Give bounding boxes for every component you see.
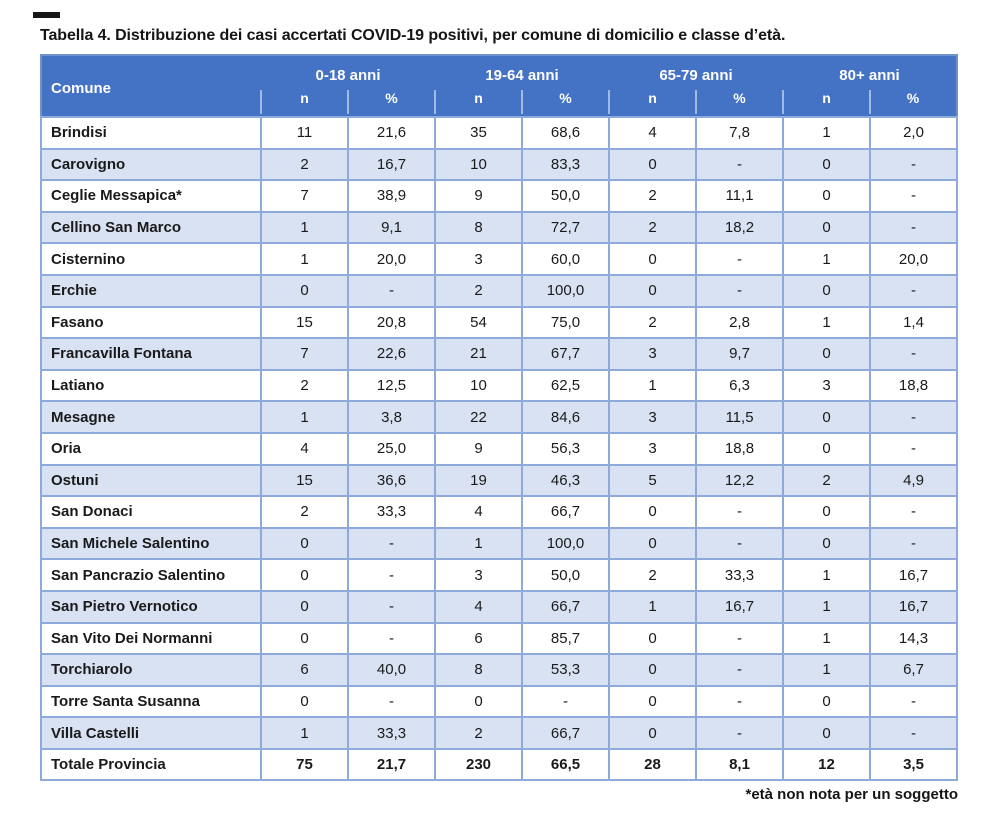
value-cell-pct-80plus: -: [870, 717, 957, 749]
table-row: [41, 180, 957, 212]
value-cell-pct-19-64: 53,3: [522, 654, 609, 686]
comune-cell: Latiano: [41, 370, 261, 402]
comune-cell: Ceglie Messapica*: [41, 180, 261, 212]
value-cell-pct-65-79: 16,7: [696, 591, 783, 623]
value-cell-n-0-18: 7: [261, 338, 348, 370]
table-row: [41, 591, 957, 623]
value-cell-pct-19-64: 85,7: [522, 623, 609, 655]
table-row: [41, 275, 957, 307]
value-cell-pct-19-64: 84,6: [522, 401, 609, 433]
value-cell-n-19-64: 54: [435, 307, 522, 339]
table-title: Tabella 4. Distribuzione dei casi accertati COVID-19 positivi, per comune di domicilio e classe d’età.: [40, 27, 786, 44]
value-cell-pct-65-79: 7,8: [696, 117, 783, 149]
value-cell-pct-65-79: -: [696, 496, 783, 528]
value-cell-pct-19-64: 50,0: [522, 180, 609, 212]
value-cell-n-80plus: 0: [783, 275, 870, 307]
value-cell-pct-65-79: -: [696, 717, 783, 749]
value-cell-pct-19-64: 46,3: [522, 465, 609, 497]
value-cell-n-19-64: 8: [435, 654, 522, 686]
subheader-n: n: [435, 90, 522, 117]
value-cell-n-19-64: 10: [435, 370, 522, 402]
value-cell-pct-80plus: 1,4: [870, 307, 957, 339]
value-cell-n-65-79: 2: [609, 307, 696, 339]
scan-artifact: [33, 12, 60, 18]
value-cell-pct-0-18: -: [348, 591, 435, 623]
value-cell-n-65-79: 2: [609, 212, 696, 244]
value-cell-pct-80plus: 3,5: [870, 749, 957, 781]
subheader-n: n: [783, 90, 870, 117]
comune-cell: San Vito Dei Normanni: [41, 623, 261, 655]
value-cell-n-80plus: 0: [783, 528, 870, 560]
value-cell-pct-65-79: 18,2: [696, 212, 783, 244]
value-cell-n-80plus: 0: [783, 149, 870, 181]
value-cell-n-65-79: 3: [609, 338, 696, 370]
value-cell-n-80plus: 1: [783, 117, 870, 149]
value-cell-n-80plus: 0: [783, 496, 870, 528]
column-header-comune: Comune: [41, 55, 261, 117]
comune-cell: San Pancrazio Salentino: [41, 559, 261, 591]
value-cell-n-19-64: 9: [435, 433, 522, 465]
value-cell-n-19-64: 0: [435, 686, 522, 718]
table-row: [41, 623, 957, 655]
value-cell-n-19-64: 22: [435, 401, 522, 433]
comune-cell: Erchie: [41, 275, 261, 307]
value-cell-n-65-79: 3: [609, 401, 696, 433]
value-cell-n-19-64: 230: [435, 749, 522, 781]
column-header-age-19-64: 19-64 anni: [435, 55, 609, 90]
table-row: [41, 243, 957, 275]
value-cell-pct-0-18: 9,1: [348, 212, 435, 244]
value-cell-pct-19-64: 67,7: [522, 338, 609, 370]
value-cell-pct-80plus: -: [870, 338, 957, 370]
value-cell-n-80plus: 0: [783, 212, 870, 244]
value-cell-n-19-64: 2: [435, 717, 522, 749]
value-cell-n-65-79: 0: [609, 528, 696, 560]
table-row: [41, 749, 957, 781]
table-row: [41, 370, 957, 402]
comune-cell: Fasano: [41, 307, 261, 339]
value-cell-n-65-79: 3: [609, 433, 696, 465]
value-cell-pct-0-18: 16,7: [348, 149, 435, 181]
value-cell-n-19-64: 4: [435, 591, 522, 623]
value-cell-n-19-64: 1: [435, 528, 522, 560]
column-header-age-80plus: 80+ anni: [783, 55, 957, 90]
value-cell-n-19-64: 3: [435, 559, 522, 591]
comune-cell: San Michele Salentino: [41, 528, 261, 560]
value-cell-pct-65-79: 8,1: [696, 749, 783, 781]
value-cell-n-65-79: 0: [609, 496, 696, 528]
table-row: [41, 654, 957, 686]
value-cell-pct-80plus: 14,3: [870, 623, 957, 655]
value-cell-pct-65-79: 12,2: [696, 465, 783, 497]
value-cell-pct-80plus: -: [870, 401, 957, 433]
subheader-pct: %: [696, 90, 783, 117]
value-cell-n-19-64: 2: [435, 275, 522, 307]
value-cell-pct-0-18: 3,8: [348, 401, 435, 433]
value-cell-n-19-64: 4: [435, 496, 522, 528]
value-cell-pct-19-64: 62,5: [522, 370, 609, 402]
value-cell-n-0-18: 2: [261, 149, 348, 181]
value-cell-n-80plus: 0: [783, 401, 870, 433]
value-cell-n-0-18: 1: [261, 717, 348, 749]
value-cell-pct-19-64: 50,0: [522, 559, 609, 591]
table-row: [41, 496, 957, 528]
value-cell-n-65-79: 0: [609, 275, 696, 307]
value-cell-pct-80plus: -: [870, 212, 957, 244]
value-cell-pct-80plus: -: [870, 149, 957, 181]
value-cell-pct-19-64: 100,0: [522, 528, 609, 560]
value-cell-pct-19-64: 66,7: [522, 717, 609, 749]
table-body: [41, 117, 957, 780]
value-cell-pct-0-18: -: [348, 275, 435, 307]
footnote: *età non nota per un soggetto: [745, 786, 958, 804]
value-cell-n-19-64: 21: [435, 338, 522, 370]
value-cell-pct-0-18: -: [348, 528, 435, 560]
table-row: [41, 686, 957, 718]
value-cell-n-0-18: 15: [261, 465, 348, 497]
value-cell-pct-65-79: -: [696, 686, 783, 718]
value-cell-n-80plus: 0: [783, 717, 870, 749]
table-row: [41, 338, 957, 370]
value-cell-n-65-79: 5: [609, 465, 696, 497]
table-row: [41, 717, 957, 749]
comune-cell: San Donaci: [41, 496, 261, 528]
value-cell-n-19-64: 6: [435, 623, 522, 655]
value-cell-n-0-18: 75: [261, 749, 348, 781]
value-cell-pct-0-18: 40,0: [348, 654, 435, 686]
value-cell-pct-0-18: 20,8: [348, 307, 435, 339]
value-cell-n-80plus: 3: [783, 370, 870, 402]
value-cell-pct-80plus: 18,8: [870, 370, 957, 402]
value-cell-n-0-18: 2: [261, 496, 348, 528]
value-cell-n-19-64: 19: [435, 465, 522, 497]
comune-cell: Brindisi: [41, 117, 261, 149]
value-cell-n-65-79: 1: [609, 370, 696, 402]
value-cell-n-0-18: 0: [261, 591, 348, 623]
value-cell-n-0-18: 0: [261, 559, 348, 591]
value-cell-pct-80plus: 4,9: [870, 465, 957, 497]
value-cell-pct-0-18: -: [348, 686, 435, 718]
value-cell-pct-19-64: 68,6: [522, 117, 609, 149]
value-cell-pct-65-79: -: [696, 528, 783, 560]
comune-cell: Cisternino: [41, 243, 261, 275]
comune-cell: Torre Santa Susanna: [41, 686, 261, 718]
value-cell-pct-19-64: -: [522, 686, 609, 718]
comune-cell: Francavilla Fontana: [41, 338, 261, 370]
table-row: [41, 149, 957, 181]
value-cell-pct-80plus: 16,7: [870, 591, 957, 623]
value-cell-n-65-79: 0: [609, 623, 696, 655]
comune-cell: Mesagne: [41, 401, 261, 433]
value-cell-pct-19-64: 60,0: [522, 243, 609, 275]
value-cell-pct-0-18: 25,0: [348, 433, 435, 465]
value-cell-pct-0-18: 36,6: [348, 465, 435, 497]
value-cell-pct-19-64: 100,0: [522, 275, 609, 307]
subheader-pct: %: [348, 90, 435, 117]
value-cell-pct-65-79: -: [696, 243, 783, 275]
table-row: [41, 433, 957, 465]
value-cell-pct-19-64: 66,5: [522, 749, 609, 781]
value-cell-n-0-18: 0: [261, 686, 348, 718]
value-cell-pct-19-64: 83,3: [522, 149, 609, 181]
table-row: [41, 307, 957, 339]
subheader-pct: %: [870, 90, 957, 117]
value-cell-pct-0-18: 12,5: [348, 370, 435, 402]
value-cell-pct-80plus: -: [870, 686, 957, 718]
comune-cell: Oria: [41, 433, 261, 465]
value-cell-n-65-79: 0: [609, 149, 696, 181]
value-cell-pct-80plus: 6,7: [870, 654, 957, 686]
value-cell-n-0-18: 1: [261, 243, 348, 275]
comune-cell: Cellino San Marco: [41, 212, 261, 244]
value-cell-pct-65-79: 6,3: [696, 370, 783, 402]
value-cell-pct-0-18: 22,6: [348, 338, 435, 370]
value-cell-n-0-18: 1: [261, 401, 348, 433]
table-row: [41, 117, 957, 149]
value-cell-n-80plus: 2: [783, 465, 870, 497]
value-cell-n-0-18: 4: [261, 433, 348, 465]
value-cell-pct-0-18: 33,3: [348, 717, 435, 749]
header-group-row: [41, 55, 957, 90]
value-cell-pct-80plus: -: [870, 180, 957, 212]
value-cell-pct-65-79: -: [696, 149, 783, 181]
value-cell-n-19-64: 9: [435, 180, 522, 212]
value-cell-n-0-18: 2: [261, 370, 348, 402]
value-cell-pct-0-18: -: [348, 623, 435, 655]
value-cell-n-0-18: 0: [261, 528, 348, 560]
table-header: [41, 55, 957, 117]
comune-cell: Villa Castelli: [41, 717, 261, 749]
value-cell-pct-0-18: -: [348, 559, 435, 591]
value-cell-pct-65-79: 18,8: [696, 433, 783, 465]
value-cell-n-0-18: 11: [261, 117, 348, 149]
column-header-age-0-18: 0-18 anni: [261, 55, 435, 90]
value-cell-pct-80plus: -: [870, 528, 957, 560]
value-cell-n-80plus: 1: [783, 307, 870, 339]
value-cell-n-65-79: 1: [609, 591, 696, 623]
value-cell-pct-19-64: 56,3: [522, 433, 609, 465]
value-cell-n-0-18: 7: [261, 180, 348, 212]
value-cell-n-65-79: 2: [609, 559, 696, 591]
value-cell-pct-65-79: -: [696, 654, 783, 686]
value-cell-n-65-79: 0: [609, 654, 696, 686]
value-cell-n-0-18: 15: [261, 307, 348, 339]
table-row: [41, 559, 957, 591]
value-cell-n-65-79: 2: [609, 180, 696, 212]
value-cell-pct-80plus: 16,7: [870, 559, 957, 591]
value-cell-pct-0-18: 21,7: [348, 749, 435, 781]
table-row: [41, 528, 957, 560]
value-cell-n-19-64: 10: [435, 149, 522, 181]
value-cell-pct-65-79: 11,5: [696, 401, 783, 433]
value-cell-n-0-18: 0: [261, 623, 348, 655]
value-cell-pct-65-79: 11,1: [696, 180, 783, 212]
value-cell-pct-80plus: 2,0: [870, 117, 957, 149]
value-cell-n-0-18: 1: [261, 212, 348, 244]
value-cell-pct-19-64: 72,7: [522, 212, 609, 244]
column-header-age-65-79: 65-79 anni: [609, 55, 783, 90]
value-cell-pct-19-64: 66,7: [522, 496, 609, 528]
value-cell-n-19-64: 35: [435, 117, 522, 149]
comune-cell: Torchiarolo: [41, 654, 261, 686]
value-cell-n-80plus: 1: [783, 654, 870, 686]
comune-cell: Totale Provincia: [41, 749, 261, 781]
value-cell-pct-0-18: 33,3: [348, 496, 435, 528]
value-cell-pct-19-64: 66,7: [522, 591, 609, 623]
value-cell-pct-19-64: 75,0: [522, 307, 609, 339]
value-cell-n-80plus: 0: [783, 686, 870, 718]
subheader-n: n: [609, 90, 696, 117]
value-cell-pct-0-18: 38,9: [348, 180, 435, 212]
comune-cell: Carovigno: [41, 149, 261, 181]
value-cell-n-80plus: 1: [783, 623, 870, 655]
value-cell-n-80plus: 1: [783, 559, 870, 591]
table-row: [41, 212, 957, 244]
table-row: [41, 401, 957, 433]
value-cell-pct-80plus: -: [870, 275, 957, 307]
value-cell-n-65-79: 0: [609, 686, 696, 718]
value-cell-pct-65-79: 9,7: [696, 338, 783, 370]
value-cell-n-80plus: 1: [783, 591, 870, 623]
comune-cell: Ostuni: [41, 465, 261, 497]
covid-distribution-table: [40, 54, 958, 781]
value-cell-n-65-79: 0: [609, 717, 696, 749]
value-cell-pct-65-79: 2,8: [696, 307, 783, 339]
value-cell-pct-80plus: 20,0: [870, 243, 957, 275]
value-cell-n-80plus: 1: [783, 243, 870, 275]
value-cell-n-80plus: 12: [783, 749, 870, 781]
value-cell-pct-0-18: 20,0: [348, 243, 435, 275]
comune-cell: San Pietro Vernotico: [41, 591, 261, 623]
value-cell-pct-80plus: -: [870, 433, 957, 465]
subheader-n: n: [261, 90, 348, 117]
value-cell-n-0-18: 6: [261, 654, 348, 686]
value-cell-pct-65-79: -: [696, 275, 783, 307]
subheader-pct: %: [522, 90, 609, 117]
value-cell-n-0-18: 0: [261, 275, 348, 307]
table-row: [41, 465, 957, 497]
value-cell-n-65-79: 28: [609, 749, 696, 781]
value-cell-n-19-64: 3: [435, 243, 522, 275]
value-cell-n-80plus: 0: [783, 433, 870, 465]
value-cell-n-65-79: 0: [609, 243, 696, 275]
value-cell-n-80plus: 0: [783, 338, 870, 370]
value-cell-pct-0-18: 21,6: [348, 117, 435, 149]
value-cell-n-19-64: 8: [435, 212, 522, 244]
value-cell-n-65-79: 4: [609, 117, 696, 149]
value-cell-pct-65-79: 33,3: [696, 559, 783, 591]
value-cell-pct-80plus: -: [870, 496, 957, 528]
value-cell-n-80plus: 0: [783, 180, 870, 212]
value-cell-pct-65-79: -: [696, 623, 783, 655]
